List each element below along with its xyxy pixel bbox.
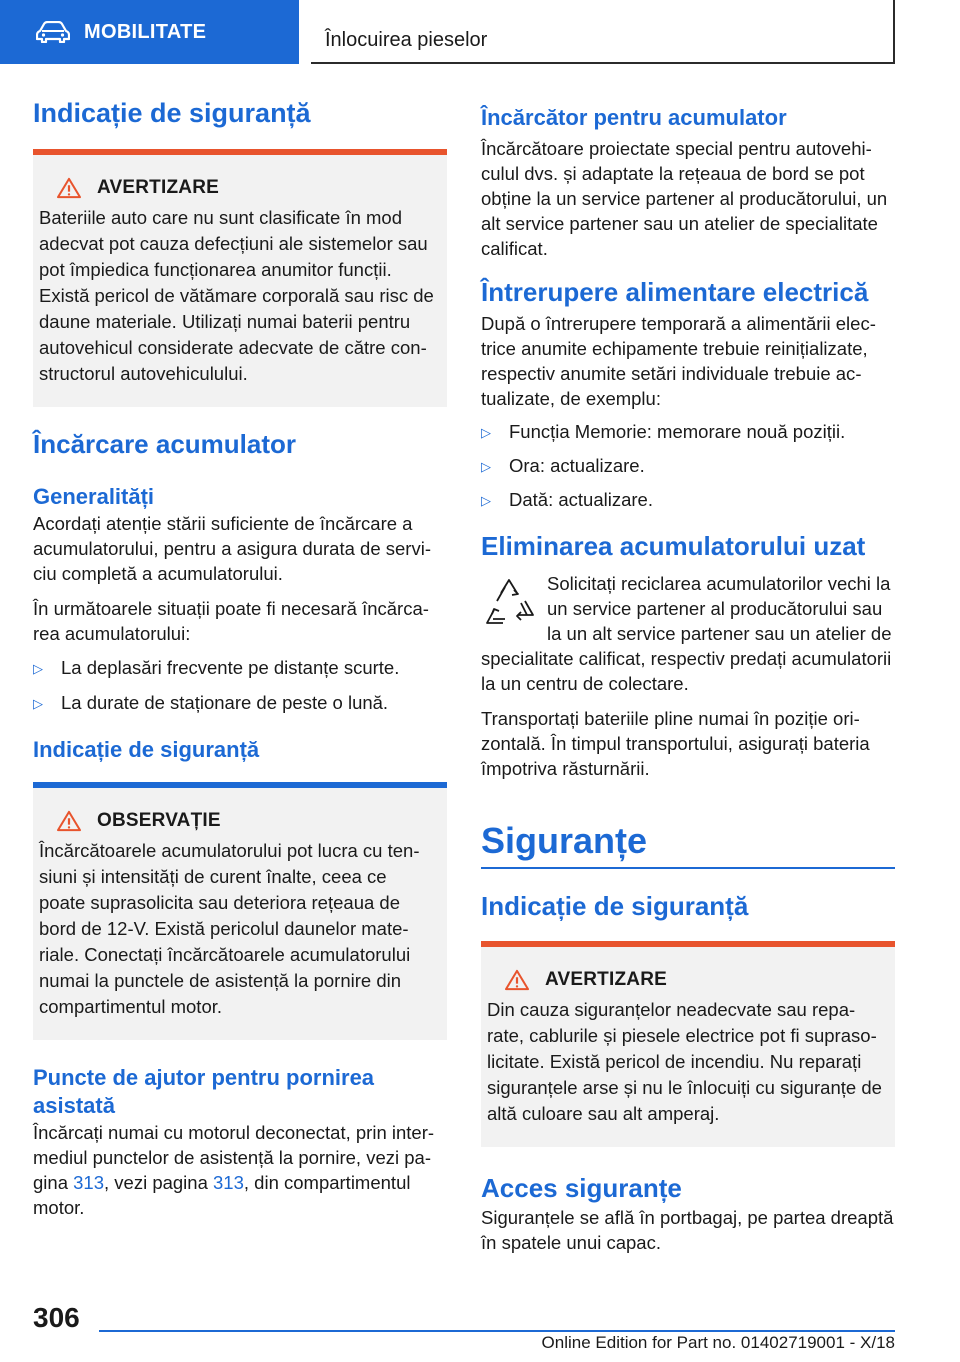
category-tab[interactable] bbox=[0, 0, 299, 64]
bullet-triangle-icon: ▷ bbox=[481, 459, 491, 474]
paragraph-general: Acordați atenție stării suficiente de încărcare a acumulatorului, pentru a asigura durata de serviciu completă a acumulatorului. bbox=[33, 513, 431, 584]
right-column bbox=[481, 104, 895, 1255]
heading-safety-note-charging: Indicație de siguranță bbox=[33, 737, 260, 762]
note-text: Încărcătoarele acumulatorului pot lucra cu tensiuni și intensități de curent înalte, ceea ce poate suprasolicita sau deteriora rețeaua de bord de 12-V. Există pericolul daunelor materiale. Conectați încărcătoarele acumulatorului numai la punctele de asistență la pornire din compartimentul motor. bbox=[39, 840, 420, 1017]
paragraph-jump-start: Încărcați numai cu motorul deconectat, prin intermediul punctelor de asistență la pornire, vezi pagina 313, vezi pagina 313, din compartimentul motor. bbox=[33, 1122, 435, 1218]
paragraph-disposal: Solicitați reciclarea acumulatorilor vechi la un service partener al producătorului sau la un alt service partener sau un atelier de specialitate calificat, respectiv predați acumulatorii la un centru de colectare. bbox=[481, 573, 892, 694]
paragraph-charger: Încărcătoare proiectate special pentru autovehiculul dvs. și adaptate la rețeaua de bord se pot obține la un service partener al producătorului, un alt service partener sau un atelier de specialitate calificat. bbox=[481, 138, 888, 259]
heading-fuse-access: Acces siguranțe bbox=[481, 1173, 682, 1203]
heading-safety-note: Indicație de siguranță bbox=[33, 98, 311, 128]
list-item: ▷ Funcția Memorie: memorare nouă poziții. bbox=[481, 419, 895, 445]
section-header bbox=[311, 0, 895, 64]
warning-triangle-icon bbox=[55, 177, 83, 199]
note-title: OBSERVAȚIE bbox=[97, 810, 221, 831]
note-box bbox=[33, 782, 447, 1040]
warning-box bbox=[33, 149, 447, 407]
list-item: ▷ Dată: actualizare. bbox=[481, 487, 895, 513]
bullet-triangle-icon: ▷ bbox=[33, 661, 43, 676]
section-divider bbox=[481, 867, 895, 869]
warning-box bbox=[481, 941, 895, 1147]
page-link[interactable]: 313 bbox=[213, 1172, 244, 1193]
warning-text: Din cauza siguranțelor neadecvate sau reparate, cablurile și piesele electrice pot fi suprasolicitate. Există pericol de incendiu. Nu reparați siguranțele arse și nu le înlocuiți cu siguranțe de altă culoare sau alt amperaj. bbox=[487, 999, 882, 1124]
category-label: MOBILITATE bbox=[84, 20, 207, 43]
list-item: ▷ Ora: actualizare. bbox=[481, 453, 895, 479]
bullet-triangle-icon: ▷ bbox=[481, 425, 491, 440]
heading-battery-charger: Încărcător pentru acumulator bbox=[481, 105, 787, 130]
list-item: ▷ La durate de staționare de peste o lună. bbox=[33, 690, 447, 716]
car-icon bbox=[36, 21, 70, 43]
heading-power-interruption: Întrerupere alimentare electrică bbox=[481, 277, 869, 307]
bullet-triangle-icon: ▷ bbox=[33, 696, 43, 711]
heading-fuse-safety-note: Indicație de siguranță bbox=[481, 891, 749, 921]
heading-general: Generalități bbox=[33, 484, 155, 509]
paragraph-transport: Transportați bateriile pline numai în poziție orizontală. În timpul transportului, asigurați bateria împotriva răsturnării. bbox=[481, 708, 870, 779]
left-column bbox=[33, 96, 447, 1220]
footer-divider bbox=[99, 1330, 895, 1332]
heading-fuses: Siguranțe bbox=[481, 820, 648, 861]
heading-jump-start-points: Puncte de ajutor pentru pornirea asistată bbox=[33, 1065, 375, 1118]
paragraph-power: După o întrerupere temporară a alimentării electrice anumite echipamente trebuie reinițializate, respectiv anumite setări individuale trebuie actualizate, de exemplu: bbox=[481, 313, 876, 409]
warning-text: Bateriile auto care nu sunt clasificate în mod adecvat pot cauza defecțiuni ale sistemelor sau pot împiedica funcționarea anumitor funcții. Există pericol de vătămare corporală sau risc de daune materiale. Utilizați numai baterii pentru autovehicul considerate adecvate de către constructorul autovehiculului. bbox=[39, 207, 434, 384]
heading-battery-charging: Încărcare acumulator bbox=[33, 429, 297, 459]
paragraph-situations: În următoarele situații poate fi necesară încărcarea acumulatorului: bbox=[33, 598, 429, 644]
warning-triangle-icon bbox=[55, 810, 83, 832]
warning-triangle-icon bbox=[503, 969, 531, 991]
list-item: ▷ La deplasări frecvente pe distanțe scurte. bbox=[33, 655, 447, 681]
warning-title: AVERTIZARE bbox=[545, 969, 667, 990]
recycle-icon bbox=[481, 575, 537, 631]
page-number: 306 bbox=[33, 1302, 80, 1333]
paragraph-fuse-access: Siguranțele se află în portbagaj, pe partea dreaptă în spatele unui capac. bbox=[481, 1207, 894, 1253]
bullet-triangle-icon: ▷ bbox=[481, 493, 491, 508]
section-title: Înlocuirea pieselor bbox=[325, 29, 488, 51]
heading-disposal: Eliminarea acumulatorului uzat bbox=[481, 531, 866, 561]
page-link[interactable]: 313 bbox=[73, 1172, 104, 1193]
footer-edition: Online Edition for Part no. 01402719001 - X/18 bbox=[541, 1333, 895, 1352]
warning-title: AVERTIZARE bbox=[97, 177, 219, 198]
